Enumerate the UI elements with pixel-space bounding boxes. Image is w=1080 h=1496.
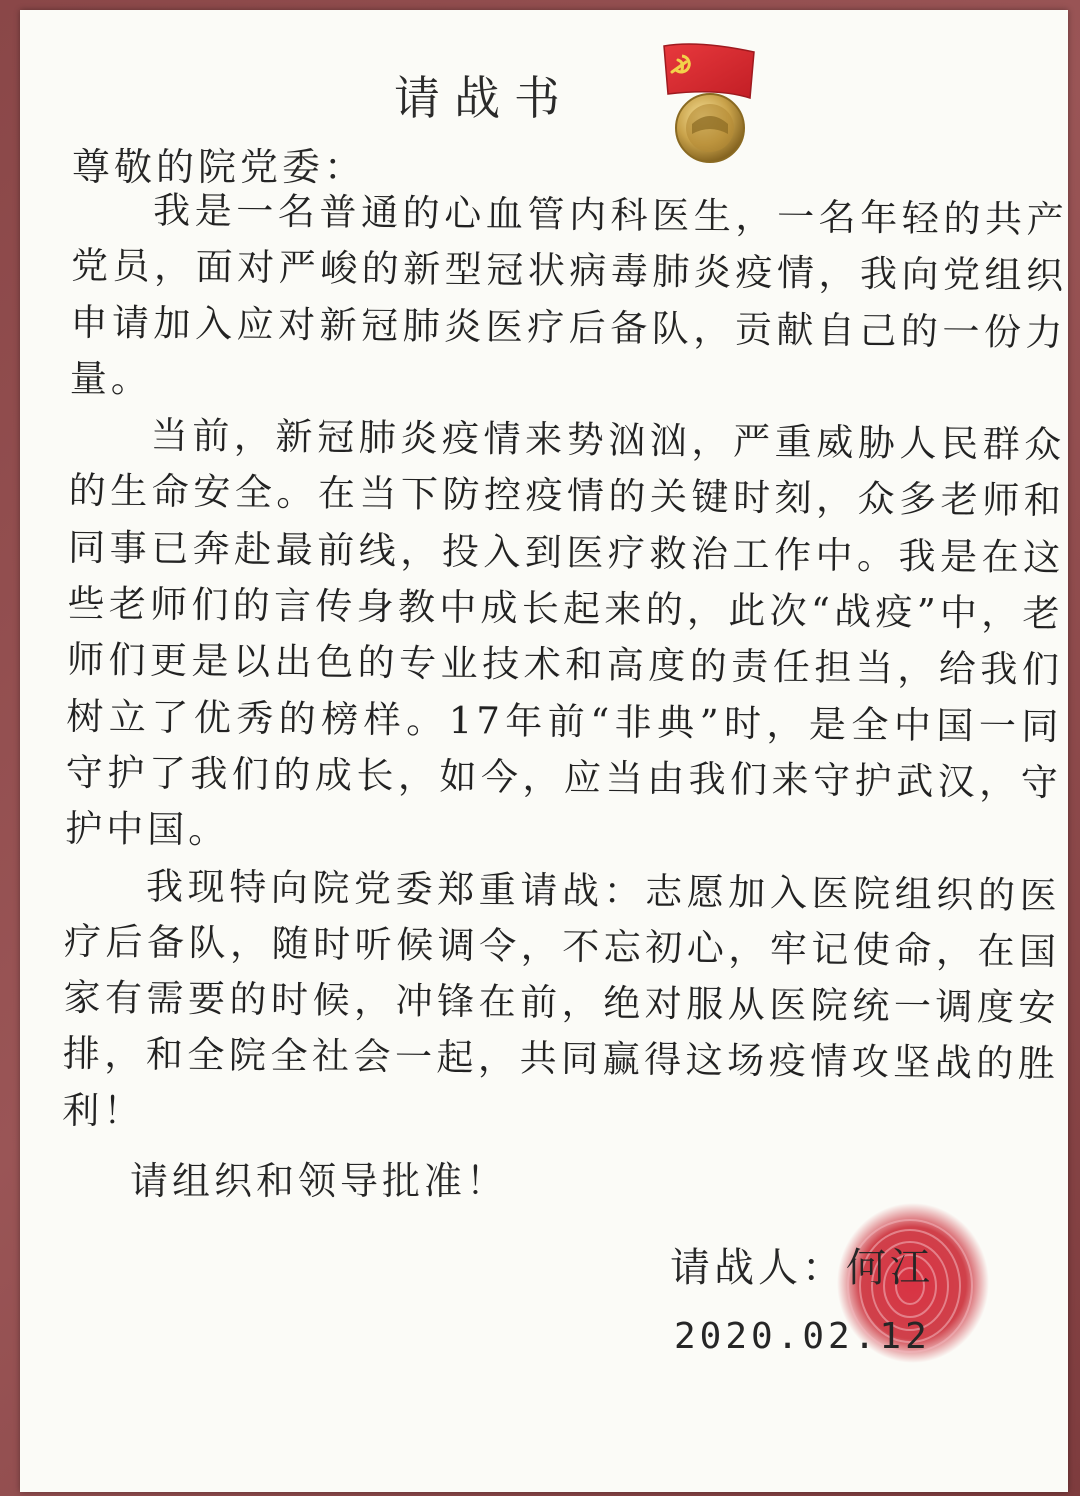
letter-closing: 请组织和领导批准！ xyxy=(130,1159,509,1203)
letter-body xyxy=(62,182,1068,1149)
letter-signature: 请战人：何江 xyxy=(670,1245,934,1291)
letter-paper xyxy=(20,10,1068,1492)
letter-salutation: 尊敬的院党委： xyxy=(72,145,367,189)
letter-title xyxy=(20,62,1068,128)
body-paragraph-1: 我是一名普通的心血管内科医生，一名年轻的共产党员，面对严峻的新型冠状病毒肺炎疫情，我向党组织申请加入应对新冠肺炎医疗后备队，贡献自己的一份力量。 xyxy=(69,188,1068,401)
body-paragraph-2: 当前，新冠肺炎疫情来势汹汹，严重威胁人民群众的生命安全。在当下防控疫情的关键时刻，众多老师和同事已奔赴最前线，投入到医疗救治工作中。我是在这些老师们的言传身教中成长起来的，此次“战疫”中，老师们更是以出色的专业技术和高度的责任担当，给我们树立了优秀的榜样。17年前“非典”时，是全中国一同守护了我们的成长，如今，应当由我们来守护武汉，守护中国。 xyxy=(65,414,1066,852)
body-paragraph-3: 我现特向院党委郑重请战：志愿加入医院组织的医疗后备队，随时听候调令，不忘初心，牢记使命，在国家有需要的时候，冲锋在前，绝对服从医院统一调度安排，和全院全社会一起，共同赢得这场疫情攻坚战的胜利！ xyxy=(62,864,1061,1133)
letter-date: 2020.02.12 xyxy=(674,1316,931,1357)
letter-title-text: 请战书 xyxy=(394,71,574,125)
